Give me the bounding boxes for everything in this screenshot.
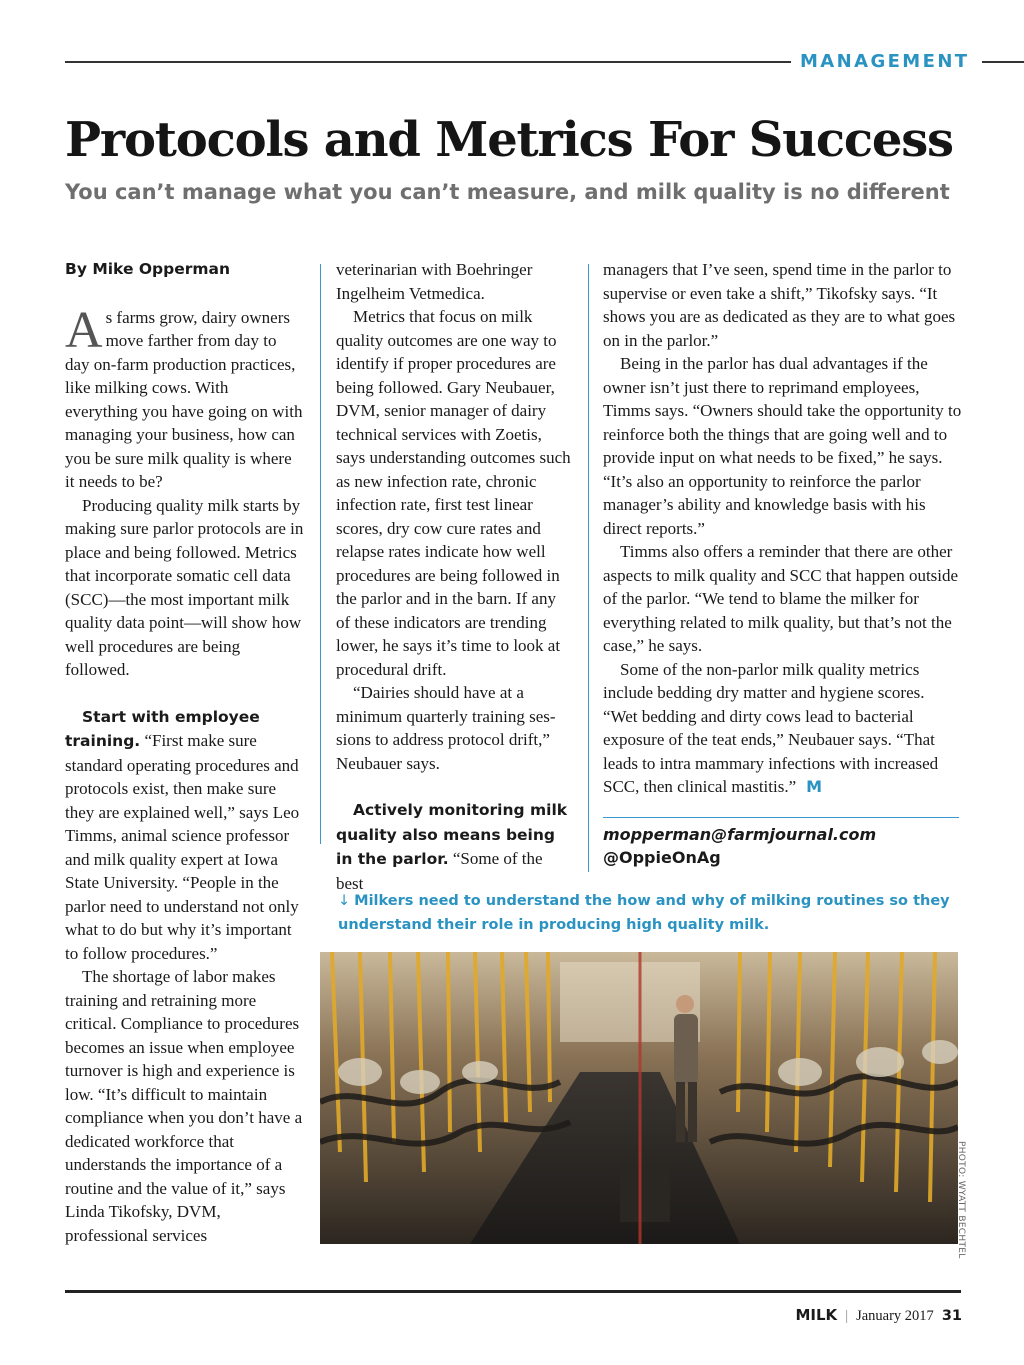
paragraph: Start with employee training. “First make sure standard operating procedures and protocols exist, then make sure they are explained well,” says Leo Timms, animal science professor and milk quality expert at Iowa State University. “People in the parlor need to understand not only what to do but why it’s important to follow procedures.” xyxy=(65,707,300,963)
drop-cap: A xyxy=(65,301,103,359)
column-divider xyxy=(320,264,321,844)
paragraph: managers that I’ve seen, spend time in the parlor to supervise or even take a shift,” Tikofsky says. “It shows you are as dedicated as they are to what goes on in the parlor.” xyxy=(603,260,956,350)
column-2 xyxy=(336,258,574,895)
paragraph: veterinarian with Boehringer Ingelheim Vetmedica. xyxy=(336,260,533,303)
column-3 xyxy=(603,258,963,799)
subhead: Actively monitoring milk quality also means being in the parlor. xyxy=(336,801,568,868)
paragraph: As farms grow, dairy owners move farther from day to day on-farm production practices, like milking cows. With everything you have going on with managing your business, how can you be sure milk quality is where it needs to be? xyxy=(65,301,303,491)
column-divider xyxy=(588,264,589,872)
page-number: 31 xyxy=(941,1308,962,1324)
paragraph: “Dairies should have at a minimum quarterly training sessions to address protocol drift,” Neubauer says. xyxy=(336,683,556,773)
author-email[interactable]: mopperman@farmjournal.com xyxy=(603,825,877,844)
paragraph: Timms also offers a reminder that there are other aspects to milk quality and SCC that happen outside of the parlor. “We tend to blame the milker for everything related to milk quality, but that’s not the case,” he says. xyxy=(603,542,959,655)
end-mark: M xyxy=(806,777,823,796)
photo-credit: PHOTO: WYATT BECHTEL xyxy=(956,1141,966,1259)
photo-caption: ↓ Milkers need to understand the how and why of milking routines so they understand their role in producing high quality milk. xyxy=(338,893,950,933)
issue-date: January 2017 xyxy=(856,1308,934,1324)
paragraph: The shortage of labor makes training and retraining more critical. Compliance to procedures becomes an issue when employee turnover is high and experience is low. “It’s difficult to maintain compliance when you don’t have a dedicated workforce that understands the importance of a routine and the value of it,” says Linda Tikofsky, DVM, professional services xyxy=(65,967,303,1245)
paragraph: Metrics that focus on milk quality outcomes are one way to identify if proper procedures are being followed. Gary Neubauer, DVM, senior manager of dairy technical services with Zoetis, says understanding outcomes such as new infection rate, chronic infection rate, first test linear scores, dry cow cure rates and relapse rates indicate how well procedures are being followed in the parlor and in the barn. If any of these indicators are trending lower, he says it’s time to look at procedural drift. xyxy=(336,307,571,679)
article-title: Protocols and Metrics For Success xyxy=(65,112,953,168)
column-1 xyxy=(65,258,305,1247)
header-rule-right xyxy=(982,61,1024,63)
header-rule-left xyxy=(65,61,791,63)
arrow-down-icon: ↓ xyxy=(338,893,351,909)
paragraph: Producing quality milk starts by making sure parlor protocols are in place and being followed. Metrics that incorporate somatic cell data (SCC)—the most important milk quality data point—will show how well procedures are being followed. xyxy=(65,495,304,679)
paragraph: Actively monitoring milk quality also means being in the parlor. “Some of the best xyxy=(336,801,568,893)
milking-parlor-photo xyxy=(320,952,958,1244)
folio: MILK | January 2017 31 xyxy=(795,1306,962,1324)
footer-rule xyxy=(65,1290,961,1293)
paragraph: Some of the non-parlor milk quality metrics include bedding dry matter and hygiene scores. “Wet bedding and dirty cows lead to bacterial exposure of the teat ends,” Neubauer says. “That leads to intra mammary infections with increased SCC, then clinical mastitis.” M xyxy=(603,659,939,796)
subhead: Start with employee training. xyxy=(65,707,260,750)
contact-rule xyxy=(603,817,959,818)
section-label: MANAGEMENT xyxy=(800,51,970,72)
magazine-logo: MILK xyxy=(795,1306,838,1324)
article-deck: You can’t manage what you can’t measure, and milk quality is no different xyxy=(65,180,950,204)
byline: By Mike Opperman xyxy=(65,260,231,278)
author-handle[interactable]: @OppieOnAg xyxy=(603,848,721,867)
paragraph: Being in the parlor has dual advantages if the owner isn’t just there to reprimand employees, Timms says. “Owners should take the opportunity to reinforce both the things that are going well and to provide input on what needs to be fixed,” he says. “It’s also an opportunity to reinforce the parlor manager’s ability and knowledge basis with his direct reports.” xyxy=(603,354,962,538)
